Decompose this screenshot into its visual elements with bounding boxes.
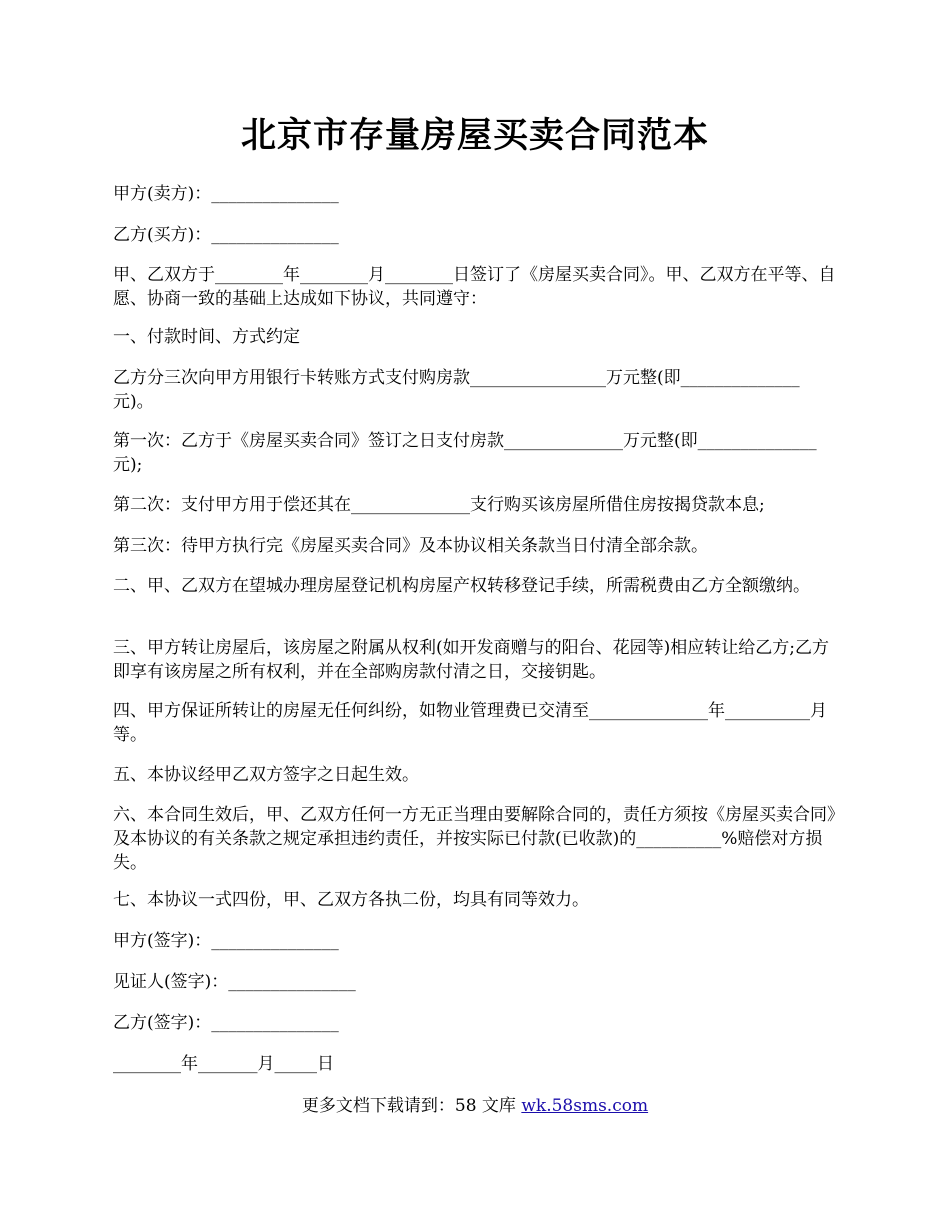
section-1-heading: 一、付款时间、方式约定	[113, 327, 300, 347]
section-4: 四、甲方保证所转让的房屋无任何纠纷，如物业管理费已交清至______________年__________月等。	[113, 701, 827, 745]
party-b-signature-line: 乙方(签字)：_______________	[113, 1013, 339, 1033]
section-2: 二、甲、乙双方在望城办理房屋登记机构房屋产权转移登记手续，所需税费由乙方全额缴纳。	[113, 576, 810, 596]
section-3: 三、甲方转让房屋后，该房屋之附属从权利(如开发商赠与的阳台、花园等)相应转让给乙方;乙方即享有该房屋之所有权利，并在全部购房款付清之日，交接钥匙。	[113, 638, 829, 682]
party-a-signature-line: 甲方(签字)：_______________	[113, 931, 339, 951]
payment-third: 第三次：待甲方执行完《房屋买卖合同》及本协议相关条款当日付清全部余款。	[113, 536, 708, 556]
footer-text: 更多文档下载请到：58 文库	[301, 1096, 522, 1116]
party-b-buyer-line: 乙方(买方)：_______________	[113, 225, 339, 245]
date-line: ________年_______月_____日	[113, 1054, 334, 1074]
payment-overview: 乙方分三次向甲方用银行卡转账方式支付购房款________________万元整(即______________元)。	[113, 368, 800, 412]
footer	[0, 1094, 950, 1118]
document-title: 北京市存量房屋买卖合同范本	[240, 115, 709, 156]
payment-first: 第一次：乙方于《房屋买卖合同》签订之日支付房款______________万元整(即______________元);	[113, 431, 817, 475]
payment-second: 第二次：支付甲方用于偿还其在______________支行购买该房屋所借住房按揭贷款本息;	[113, 495, 765, 515]
party-a-seller-line: 甲方(卖方)：_______________	[113, 184, 339, 204]
section-5: 五、本协议经甲乙双方签字之日起生效。	[113, 765, 419, 785]
section-6: 六、本合同生效后，甲、乙双方任何一方无正当理由要解除合同的，责任方须按《房屋买卖合同》及本协议的有关条款之规定承担违约责任，并按实际已付款(已收款)的__________%赔偿对方损失。	[113, 805, 836, 873]
witness-signature-line: 见证人(签字)：_______________	[113, 972, 356, 992]
intro-paragraph: 甲、乙双方于________年________月________日签订了《房屋买卖合同》。甲、乙双方在平等、自愿、协商一致的基础上达成如下协议，共同遵守：	[113, 265, 836, 309]
footer-link[interactable]: wk.58sms.com	[521, 1096, 649, 1116]
section-7: 七、本协议一式四份，甲、乙双方各执二份，均具有同等效力。	[113, 890, 589, 910]
